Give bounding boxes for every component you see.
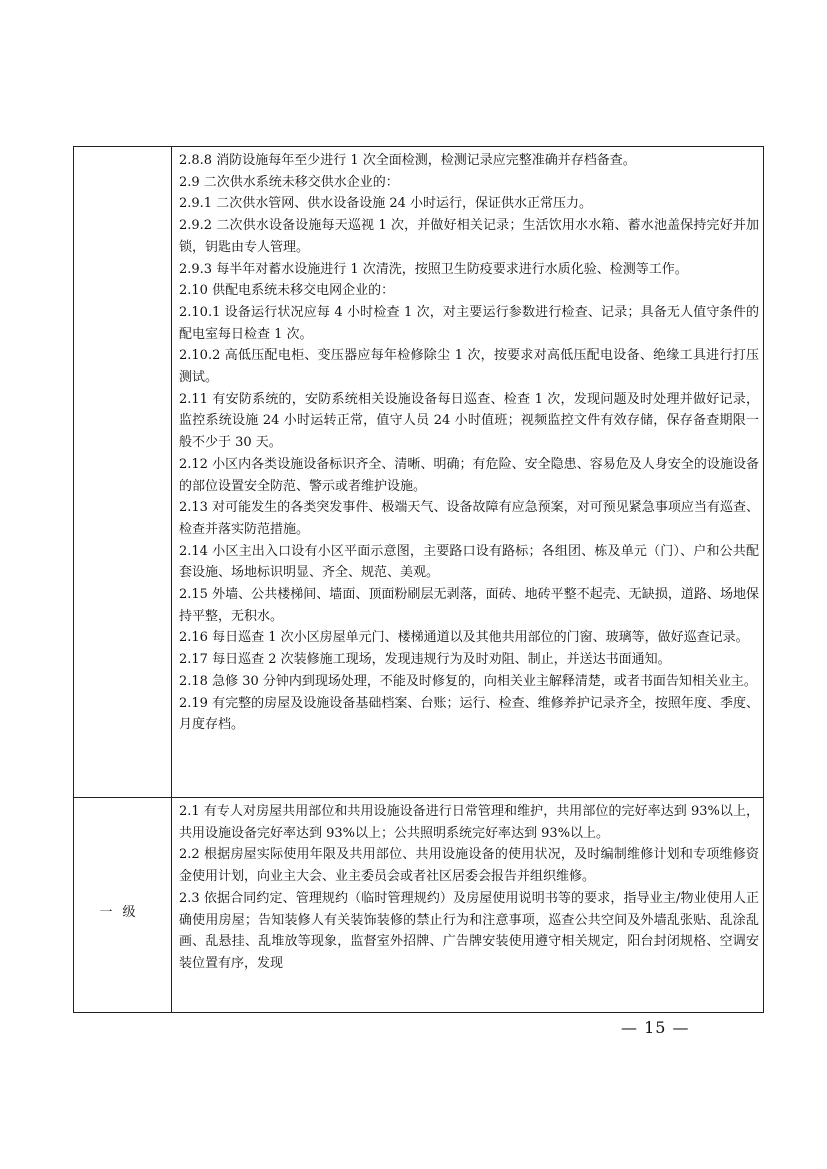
clause-2-12: 2.12 小区内各类设施设备标识齐全、清晰、明确；有危险、安全隐患、容易危及人身安全的设施设备的部位设置安全防范、警示或者维护设施。 bbox=[179, 456, 759, 494]
clause-2-2: 2.2 根据房屋实际使用年限及共用部位、共用设施设备的使用状况，及时编制维修计划和专项维修资金使用计划，向业主大会、业主委员会或者社区居委会报告并组织维修。 bbox=[179, 847, 759, 885]
clause-2-10-1: 2.10.1 设备运行状况应每 4 小时检查 1 次，对主要运行参数进行检查、记录；具备无人值守条件的配电室每日检查 1 次。 bbox=[179, 304, 759, 342]
clause-2-9: 2.9 二次供水系统未移交供水企业的： bbox=[179, 174, 399, 190]
clause-2-17: 2.17 每日巡查 2 次装修施工现场，发现违规行为及时劝阻、制止，并送达书面通知。 bbox=[179, 652, 671, 668]
clause-2-13: 2.13 对可能发生的各类突发事件、极端天气、设备故障有应急预案，对可预见紧急事项应当有巡查、检查并落实防范措施。 bbox=[179, 500, 759, 537]
level-label: 一级 bbox=[99, 904, 146, 920]
clause-2-8-8: 2.8.8 消防设施每年至少进行 1 次全面检测，检测记录应完整准确并存档备查。 bbox=[179, 153, 636, 168]
clause-2-16: 2.16 每日巡查 1 次小区房屋单元门、楼梯通道以及其他共用部位的门窗、玻璃等，做好巡查记录。 bbox=[179, 630, 749, 646]
page-number: — 15 — bbox=[621, 1018, 690, 1037]
clause-2-9-3: 2.9.3 每半年对蓄水设施进行 1 次清洗，按照卫生防疫要求进行水质化验、检测等工作。 bbox=[179, 261, 688, 277]
clause-2-14: 2.14 小区主出入口设有小区平面示意图，主要路口设有路标；各组团、栋及单元（门）、户和公共配套设施、场地标识明显、齐全、规范、美观。 bbox=[179, 543, 759, 581]
level-cell bbox=[74, 798, 172, 1013]
clause-2-10: 2.10 供配电系统未移交电网企业的： bbox=[179, 283, 395, 299]
clause-2-11: 2.11 有安防系统的，安防系统相关设施设备每日巡查、检查 1 次，发现问题及时处理并做好记录，监控系统设施 24 小时运转正常，值守人员 24 小时值班；视频监控文件有效存储，保存备查期限一般不少于 30 天。 bbox=[179, 391, 759, 451]
table-row bbox=[74, 147, 764, 798]
clause-2-18: 2.18 急修 30 分钟内到现场处理，不能及时修复的，向相关业主解释清楚，或者书面告知相关业主。 bbox=[179, 673, 757, 689]
requirements-cell bbox=[172, 798, 764, 1013]
level-cell bbox=[74, 147, 172, 798]
clause-2-1: 2.1 有专人对房屋共用部位和共用设施设备进行日常管理和维护，共用部位的完好率达到 93%以上，共用设施设备完好率达到 93%以上；公共照明系统完好率达到 93%以上。 bbox=[179, 804, 759, 841]
clause-2-19: 2.19 有完整的房屋及设施设备基础档案、台账；运行、检查、维修养护记录齐全，按照年度、季度、月度存档。 bbox=[179, 695, 759, 733]
standards-table bbox=[73, 146, 764, 1013]
clause-2-9-1: 2.9.1 二次供水管网、供水设备设施 24 小时运行，保证供水正常压力。 bbox=[179, 196, 593, 212]
requirements-cell bbox=[172, 147, 764, 798]
clause-2-10-2: 2.10.2 高低压配电柜、变压器应每年检修除尘 1 次，按要求对高低压配电设备、绝缘工具进行打压测试。 bbox=[179, 348, 759, 386]
table-row bbox=[74, 798, 764, 1013]
clause-2-15: 2.15 外墙、公共楼梯间、墙面、顶面粉刷层无剥落，面砖、地砖平整不起壳、无缺损，道路、场地保持平整，无积水。 bbox=[179, 587, 759, 624]
clause-2-9-2: 2.9.2 二次供水设备设施每天巡视 1 次，并做好相关记录；生活饮用水水箱、蓄水池盖保持完好并加锁，钥匙由专人管理。 bbox=[179, 218, 759, 255]
clause-2-3: 2.3 依据合同约定、管理规约（临时管理规约）及房屋使用说明书等的要求，指导业主/物业使用人正确使用房屋；告知装修人有关装饰装修的禁止行为和注意事项，巡查公共空间及外墙乱张贴、乱涂乱画、乱悬挂、乱堆放等现象，监督室外招牌、广告牌安装使用遵守相关规定，阳台封闭规格、空调安装位置有序，发现 bbox=[179, 890, 759, 971]
